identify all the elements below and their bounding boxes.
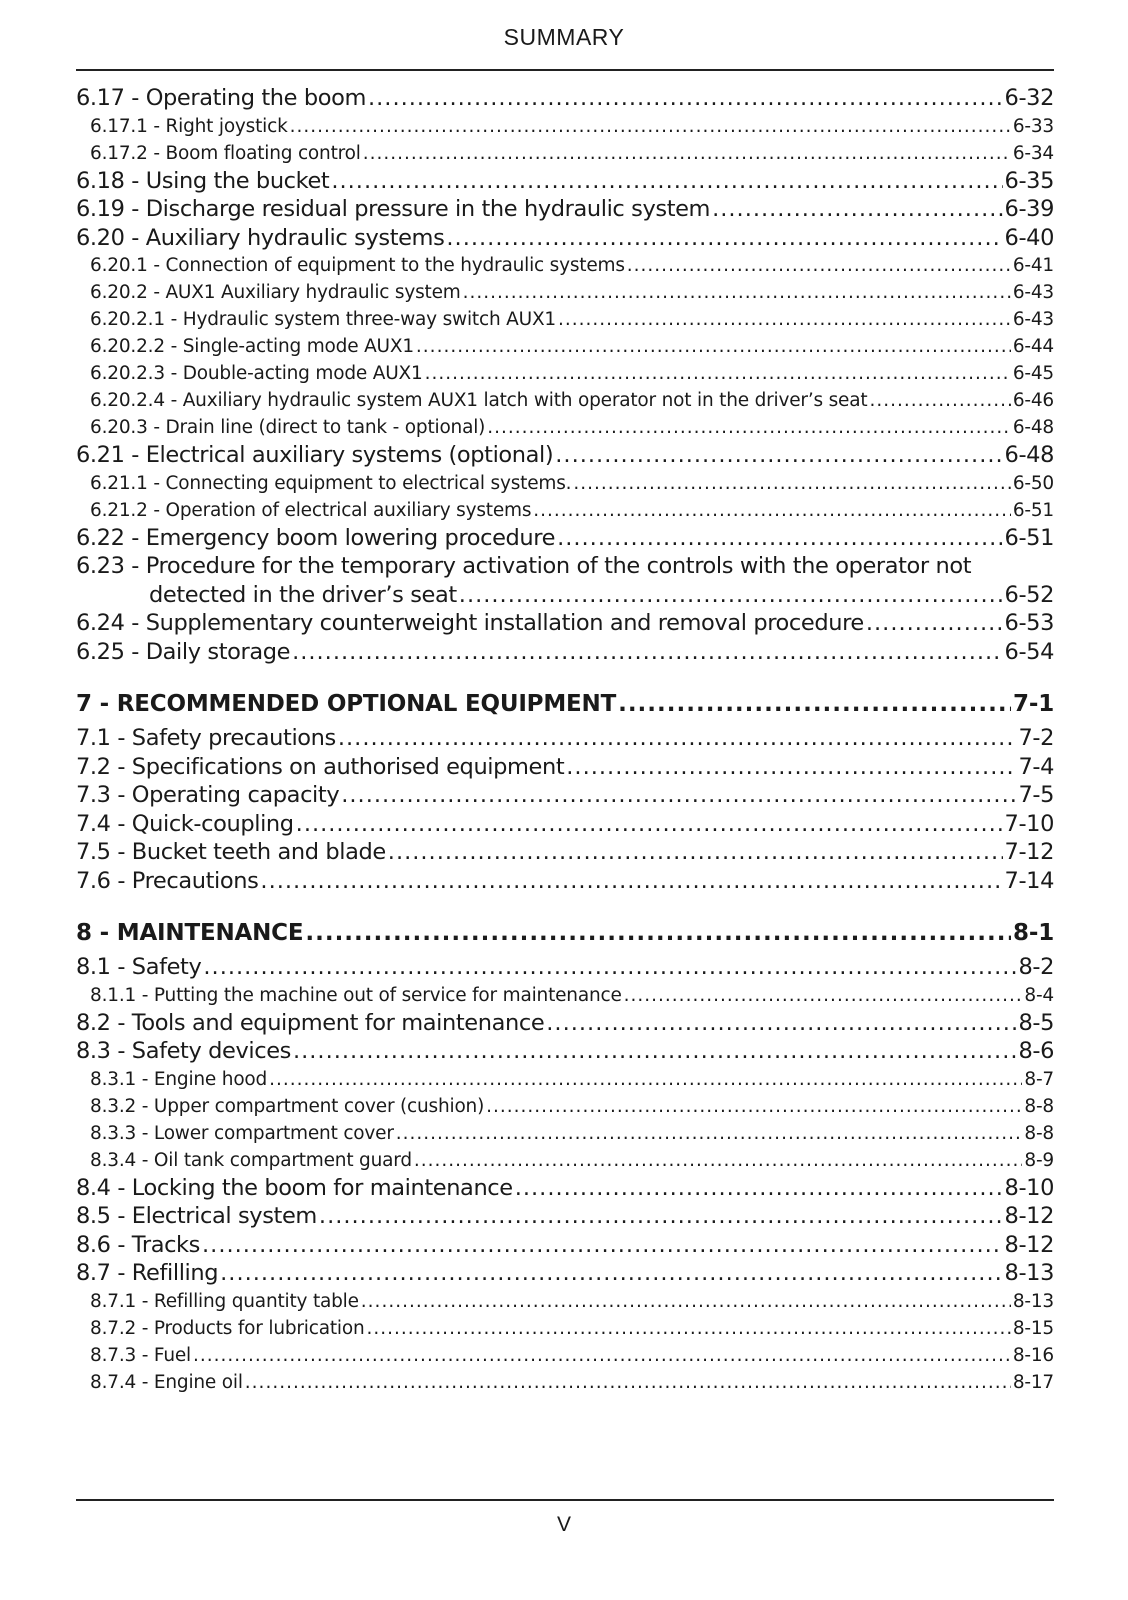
dot-leader xyxy=(361,1288,1011,1315)
page-number: V xyxy=(556,1513,571,1536)
toc-entry-title: 8.1 - Safety xyxy=(76,954,202,980)
toc-entry-page: 6-33 xyxy=(1012,115,1054,137)
toc-entry-page: 6-51 xyxy=(1012,499,1054,521)
toc-entry-page: 6-48 xyxy=(1004,442,1054,468)
toc-entry[interactable] xyxy=(76,1342,1054,1369)
dot-leader xyxy=(463,279,1011,306)
toc-entry-title: 8.7.4 - Engine oil xyxy=(90,1371,243,1393)
toc-entry-page: 6-43 xyxy=(1012,282,1054,303)
toc-entry-page: 6-40 xyxy=(1004,224,1054,251)
toc-entry-title: 7.2 - Specifications on authorised equipment xyxy=(76,753,565,780)
toc-entry[interactable] xyxy=(76,810,1054,839)
toc-entry-title: 8 - MAINTENANCE xyxy=(76,920,304,946)
toc-entry[interactable] xyxy=(76,306,1054,333)
dot-leader xyxy=(618,684,1011,724)
toc-entry-page: 6-35 xyxy=(1004,167,1054,194)
toc-entry[interactable] xyxy=(76,1202,1054,1231)
dot-leader xyxy=(203,953,1016,982)
toc-entry-title: 6.25 - Daily storage xyxy=(76,638,291,665)
toc-entry-title: 6.20.2 - AUX1 Auxiliary hydraulic system xyxy=(90,282,461,303)
toc-entry[interactable] xyxy=(76,1288,1054,1315)
toc-entry-page: 6-51 xyxy=(1004,524,1054,551)
dot-leader xyxy=(341,781,1016,810)
dot-leader xyxy=(546,1009,1016,1038)
toc-entry[interactable] xyxy=(76,609,1054,638)
dot-leader xyxy=(363,140,1011,167)
toc-entry-title: 6.23 - Procedure for the temporary activation of the controls with the operator not xyxy=(76,553,972,579)
page-header-title: SUMMARY xyxy=(503,24,625,50)
toc-entry[interactable] xyxy=(76,84,1054,113)
toc-entry[interactable] xyxy=(76,1174,1054,1203)
dot-leader xyxy=(293,1037,1016,1066)
dot-leader xyxy=(566,753,1016,782)
toc-entry-page: 8-16 xyxy=(1012,1344,1054,1366)
toc-entry[interactable] xyxy=(76,1066,1054,1093)
toc-entry[interactable] xyxy=(76,838,1054,867)
toc-entry[interactable] xyxy=(76,360,1054,387)
dot-leader xyxy=(296,810,1003,839)
toc-entry-title: 6.19 - Discharge residual pressure in the hydraulic system xyxy=(76,196,711,222)
toc-entry[interactable] xyxy=(76,1147,1054,1174)
toc-entry-title: 8.4 - Locking the boom for maintenance xyxy=(76,1174,513,1201)
footer-divider xyxy=(76,1499,1054,1501)
toc-entry-title: 8.3.4 - Oil tank compartment guard xyxy=(90,1149,412,1171)
dot-leader xyxy=(305,913,1011,953)
toc-entry[interactable] xyxy=(76,982,1054,1009)
toc-chapter-entry[interactable] xyxy=(76,684,1054,724)
toc-entry-page: 7-4 xyxy=(1018,753,1054,780)
toc-entry-title: 6.24 - Supplementary counterweight installation and removal procedure xyxy=(76,610,864,636)
toc-entry-title: 8.3 - Safety devices xyxy=(76,1038,291,1064)
toc-entry-page: 6-39 xyxy=(1004,196,1054,222)
toc-entry-page: 8-13 xyxy=(1004,1260,1054,1286)
toc-entry-title: 6.18 - Using the bucket xyxy=(76,167,330,194)
toc-entry[interactable] xyxy=(76,113,1054,140)
dot-leader xyxy=(487,414,1011,441)
toc-entry-title: 6.17 - Operating the boom xyxy=(76,85,366,111)
toc-entry-title: 7.4 - Quick-coupling xyxy=(76,810,294,837)
toc-entry-title: 6.20 - Auxiliary hydraulic systems xyxy=(76,224,445,251)
toc-entry[interactable] xyxy=(76,753,1054,782)
toc-entry[interactable] xyxy=(76,724,1054,753)
toc-entry-page: 6-43 xyxy=(1012,309,1054,330)
toc-entry-page: 8-8 xyxy=(1024,1122,1054,1144)
toc-entry-title: 6.21.2 - Operation of electrical auxiliary systems xyxy=(90,499,532,521)
table-of-contents xyxy=(76,84,1054,1396)
toc-entry[interactable] xyxy=(76,1093,1054,1120)
toc-entry-page: 6-41 xyxy=(1012,255,1054,276)
toc-entry-title: 8.2 - Tools and equipment for maintenance xyxy=(76,1009,545,1036)
toc-entry-page: 7-14 xyxy=(1004,867,1054,894)
toc-entry[interactable] xyxy=(76,524,1054,553)
toc-entry-title: 8.3.1 - Engine hood xyxy=(90,1068,268,1090)
toc-entry[interactable] xyxy=(76,167,1054,196)
toc-entry-page: 6-34 xyxy=(1012,142,1054,164)
toc-entry-title: 6.17.1 - Right joystick xyxy=(90,115,288,137)
toc-entry-title: 7.5 - Bucket teeth and blade xyxy=(76,839,386,865)
toc-entry-title: 6.22 - Emergency boom lowering procedure xyxy=(76,524,556,551)
dot-leader xyxy=(202,1231,1003,1260)
toc-entry-page: 7-5 xyxy=(1018,782,1054,808)
dot-leader xyxy=(416,333,1011,360)
toc-entry[interactable] xyxy=(76,252,1054,279)
toc-entry-page: 7-12 xyxy=(1004,839,1054,865)
dot-leader xyxy=(712,195,1002,224)
dot-leader xyxy=(396,1120,1023,1147)
toc-entry-title: 6.20.2.4 - Auxiliary hydraulic system AUX1 latch with operator not in the driver’s seat xyxy=(90,390,868,411)
toc-entry-title: 6.20.1 - Connection of equipment to the hydraulic systems xyxy=(90,255,625,276)
toc-entry[interactable] xyxy=(76,1315,1054,1342)
toc-chapter-entry[interactable] xyxy=(76,913,1054,953)
toc-entry-page: 8-17 xyxy=(1012,1371,1054,1393)
toc-entry[interactable] xyxy=(76,387,1054,414)
toc-entry[interactable] xyxy=(76,867,1054,896)
toc-entry[interactable] xyxy=(76,552,1054,609)
dot-leader xyxy=(425,360,1011,387)
toc-entry-title: 7.6 - Precautions xyxy=(76,867,259,894)
toc-entry-title: 8.7.3 - Fuel xyxy=(90,1344,191,1366)
toc-entry-title: 8.1.1 - Putting the machine out of service for maintenance xyxy=(90,984,622,1006)
toc-entry-title: 8.6 - Tracks xyxy=(76,1231,201,1258)
dot-leader xyxy=(290,113,1011,140)
dot-leader xyxy=(292,638,1002,667)
toc-entry-page: 8-4 xyxy=(1024,984,1054,1006)
toc-entry-title: 7 - RECOMMENDED OPTIONAL EQUIPMENT xyxy=(76,691,617,717)
toc-entry-title-continued: detected in the driver’s seat xyxy=(149,581,457,608)
toc-entry[interactable] xyxy=(76,140,1054,167)
toc-entry-page: 8-10 xyxy=(1004,1174,1054,1201)
toc-entry-page: 8-2 xyxy=(1018,954,1054,980)
toc-entry-title: 6.20.2.3 - Double-acting mode AUX1 xyxy=(90,363,423,384)
dot-leader xyxy=(331,167,1002,196)
toc-entry-page: 8-6 xyxy=(1018,1038,1054,1064)
toc-entry-page: 8-1 xyxy=(1013,920,1054,946)
dot-leader xyxy=(388,838,1003,867)
toc-entry-page: 8-7 xyxy=(1024,1068,1054,1090)
toc-entry-title: 8.3.3 - Lower compartment cover xyxy=(90,1122,394,1144)
dot-leader xyxy=(319,1202,1003,1231)
toc-entry-title: 8.7.2 - Products for lubrication xyxy=(90,1317,365,1339)
toc-entry-page: 6-44 xyxy=(1012,336,1054,357)
dot-leader xyxy=(368,84,1003,113)
toc-entry-page: 6-50 xyxy=(1012,472,1054,494)
dot-leader xyxy=(414,1147,1022,1174)
toc-entry[interactable] xyxy=(76,195,1054,224)
toc-entry-title: 6.21 - Electrical auxiliary systems (optional) xyxy=(76,442,554,468)
dot-leader xyxy=(367,1315,1011,1342)
toc-entry-title: 7.1 - Safety precautions xyxy=(76,725,336,751)
toc-entry[interactable] xyxy=(76,1259,1054,1288)
toc-entry-title: 6.17.2 - Boom floating control xyxy=(90,142,361,164)
toc-entry-title: 8.5 - Electrical system xyxy=(76,1203,317,1229)
toc-entry[interactable] xyxy=(76,497,1054,524)
toc-entry[interactable] xyxy=(76,1009,1054,1038)
dot-leader xyxy=(515,1174,1003,1203)
toc-entry[interactable] xyxy=(76,953,1054,982)
toc-entry[interactable] xyxy=(76,1037,1054,1066)
dot-leader xyxy=(459,581,1003,610)
dot-leader xyxy=(555,441,1002,470)
toc-entry[interactable] xyxy=(76,441,1054,470)
toc-entry-title: 8.7 - Refilling xyxy=(76,1260,219,1286)
toc-entry-page: 8-8 xyxy=(1024,1095,1054,1117)
toc-entry-page: 8-13 xyxy=(1012,1290,1054,1312)
toc-entry[interactable] xyxy=(76,224,1054,253)
toc-entry-page: 8-12 xyxy=(1004,1231,1054,1258)
dot-leader xyxy=(260,867,1002,896)
toc-entry-title: 8.3.2 - Upper compartment cover (cushion) xyxy=(90,1095,485,1117)
toc-entry[interactable] xyxy=(76,638,1054,667)
dot-leader xyxy=(269,1066,1022,1093)
dot-leader xyxy=(573,470,1010,497)
toc-entry-page: 6-52 xyxy=(1004,581,1054,608)
toc-entry-title: 8.7.1 - Refilling quantity table xyxy=(90,1290,359,1312)
header-divider xyxy=(76,69,1054,71)
dot-leader xyxy=(866,609,1003,638)
toc-entry[interactable] xyxy=(76,333,1054,360)
toc-entry-page: 8-9 xyxy=(1024,1149,1054,1171)
dot-leader xyxy=(446,224,1002,253)
toc-entry[interactable] xyxy=(76,279,1054,306)
toc-entry-title: 7.3 - Operating capacity xyxy=(76,782,340,808)
dot-leader xyxy=(627,252,1011,279)
toc-entry-page: 8-12 xyxy=(1004,1203,1054,1229)
dot-leader xyxy=(193,1342,1011,1369)
toc-entry-page: 6-53 xyxy=(1004,610,1054,636)
dot-leader xyxy=(486,1093,1022,1120)
toc-entry-page: 8-15 xyxy=(1012,1317,1054,1339)
toc-entry-page: 7-2 xyxy=(1018,725,1054,751)
dot-leader xyxy=(245,1369,1011,1396)
dot-leader xyxy=(624,982,1023,1009)
dot-leader xyxy=(557,524,1002,553)
toc-entry-page: 6-48 xyxy=(1012,417,1054,438)
toc-entry[interactable] xyxy=(76,1369,1054,1396)
toc-entry[interactable] xyxy=(76,414,1054,441)
toc-entry[interactable] xyxy=(76,1231,1054,1260)
toc-entry-page: 6-46 xyxy=(1012,390,1054,411)
toc-entry[interactable] xyxy=(76,781,1054,810)
dot-leader xyxy=(869,387,1010,414)
toc-entry[interactable] xyxy=(76,1120,1054,1147)
dot-leader xyxy=(558,306,1011,333)
toc-entry-page: 7-1 xyxy=(1013,691,1054,717)
dot-leader xyxy=(533,497,1011,524)
toc-entry-page: 8-5 xyxy=(1018,1009,1054,1036)
toc-entry-page: 7-10 xyxy=(1004,810,1054,837)
toc-entry-page: 6-54 xyxy=(1004,638,1054,665)
toc-entry-title: 6.20.2.2 - Single-acting mode AUX1 xyxy=(90,336,414,357)
toc-entry-page: 6-45 xyxy=(1012,363,1054,384)
toc-entry-page: 6-32 xyxy=(1004,85,1054,111)
toc-entry-title: 6.20.2.1 - Hydraulic system three-way switch AUX1 xyxy=(90,309,556,330)
toc-entry[interactable] xyxy=(76,470,1054,497)
dot-leader xyxy=(220,1259,1002,1288)
toc-entry-title: 6.21.1 - Connecting equipment to electrical systems. xyxy=(90,472,572,494)
toc-entry-title: 6.20.3 - Drain line (direct to tank - optional) xyxy=(90,417,486,438)
dot-leader xyxy=(338,724,1017,753)
